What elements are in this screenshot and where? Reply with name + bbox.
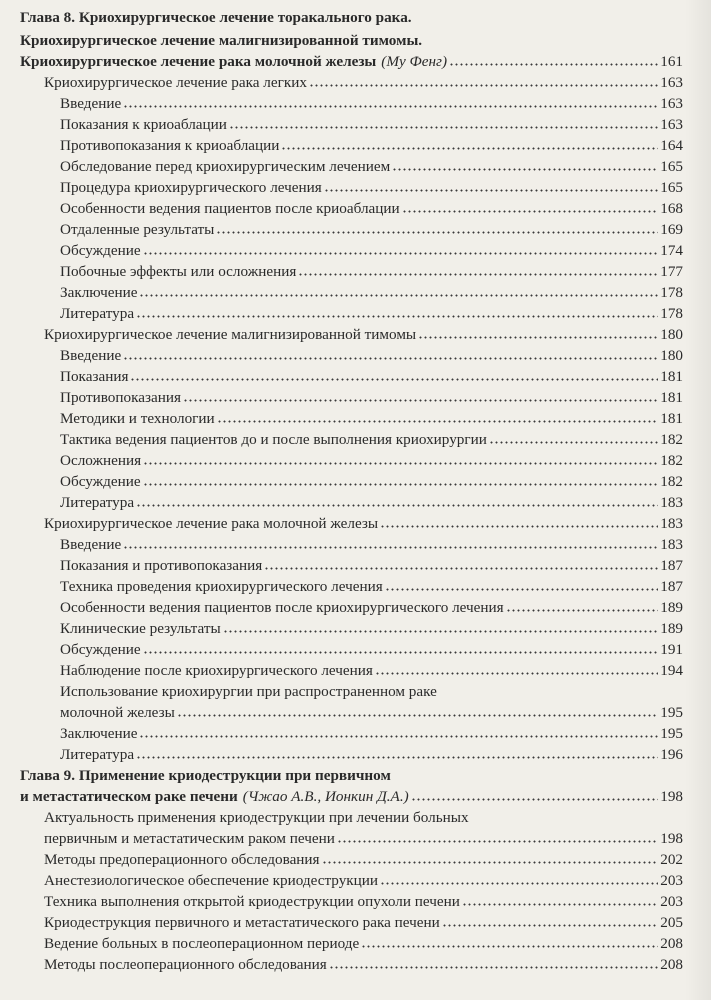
- dot-leader: [380, 524, 658, 529]
- dot-leader: [337, 839, 658, 844]
- dot-leader: [123, 104, 658, 109]
- dot-leader: [123, 545, 658, 550]
- dot-leader: [375, 671, 658, 676]
- dot-leader: [136, 314, 658, 319]
- dot-leader: [143, 251, 659, 256]
- dot-leader: [418, 335, 658, 340]
- dot-leader: [385, 587, 659, 592]
- dot-leader: [143, 482, 659, 487]
- dot-leader: [449, 62, 658, 67]
- dot-leader: [143, 461, 658, 466]
- book-page: Глава 8. Криохирургическое лечение торакального рака. Криохирургическое лечение малигнизированной тимомы. Криохирургическое лечение рака молочной железы (Му Фенг) 161 Криохирургическое лечение рака легких 163 Введение 163 Показания к криоаблации 163 Противопоказания к криоаблации 164 Обследование перед криохирургическим лечением 165 Процедура криохирургического лечения 165 Особенности ведения пациентов после криоаблации 168 Отдаленные результаты 169 Обсуждение 174 Побочные эффекты или осложнения 177 Заключение 178 Литература 178 Криохирургическое лечение малигнизированной тимомы 180 Введение 180 Показания 181 Противопоказания 181 Методики и технологии 181 Тактика ведения пациентов до и после выполнения криохирургии 182 Осложнения 182 Обсуждение 182 Литература 183 Криохирургическое лечение рака молочной железы 183 Введение 183 Показания и противопоказания 187 Техника проведения криохирургического лечения 187 Особенности ведения пациентов после криохирургического лечения 189 Клинические результаты 189 Обсуждение 191 Наблюдение после криохирургического лечения 194 Использование криохирургии при распространенном раке молочной железы 195 Заключение 195 Литература 196 Глава 9. Применение криодеструкции при первичном и метастатическом раке печени (Чжао А.В., Ионкин Д.А.) 198 Актуальность применения криодеструкции при лечении больных первичным и метастатическим раком печени 198 Методы предоперационного обследования 202 Анестезиологическое обеспечение криодеструкции 203 Техника выполнения открытой криодеструкции опухоли печени 203 Криодеструкция первичного и метастатического рака печени 205 Ведение больных в послеоперационном периоде 208 Методы послеоперационного обследования 208: [0, 0, 711, 1000]
- dot-leader: [130, 377, 658, 382]
- dot-leader: [324, 188, 658, 193]
- dot-leader: [298, 272, 658, 277]
- dot-leader: [392, 167, 658, 172]
- dot-leader: [442, 923, 658, 928]
- dot-leader: [139, 293, 658, 298]
- dot-leader: [462, 902, 658, 907]
- dot-leader: [177, 713, 658, 718]
- dot-leader: [322, 860, 659, 865]
- dot-leader: [506, 608, 659, 613]
- dot-leader: [411, 797, 659, 802]
- dot-leader: [402, 209, 659, 214]
- dot-leader: [223, 629, 659, 634]
- dot-leader: [183, 398, 658, 403]
- dot-leader: [309, 83, 658, 88]
- dot-leader: [361, 944, 658, 949]
- dot-leader: [136, 503, 658, 508]
- dot-leader: [123, 356, 658, 361]
- dot-leader: [217, 419, 659, 424]
- dot-leader: [380, 881, 658, 886]
- dot-leader: [264, 566, 658, 571]
- dot-leader: [489, 440, 658, 445]
- dot-leader: [329, 965, 659, 970]
- dot-leader: [139, 734, 658, 739]
- page-edge-shadow: [685, 0, 711, 1000]
- dot-leader: [281, 146, 658, 151]
- dot-leader: [136, 755, 658, 760]
- dot-leader: [143, 650, 659, 655]
- dot-leader: [229, 125, 658, 130]
- dot-leader: [216, 230, 658, 235]
